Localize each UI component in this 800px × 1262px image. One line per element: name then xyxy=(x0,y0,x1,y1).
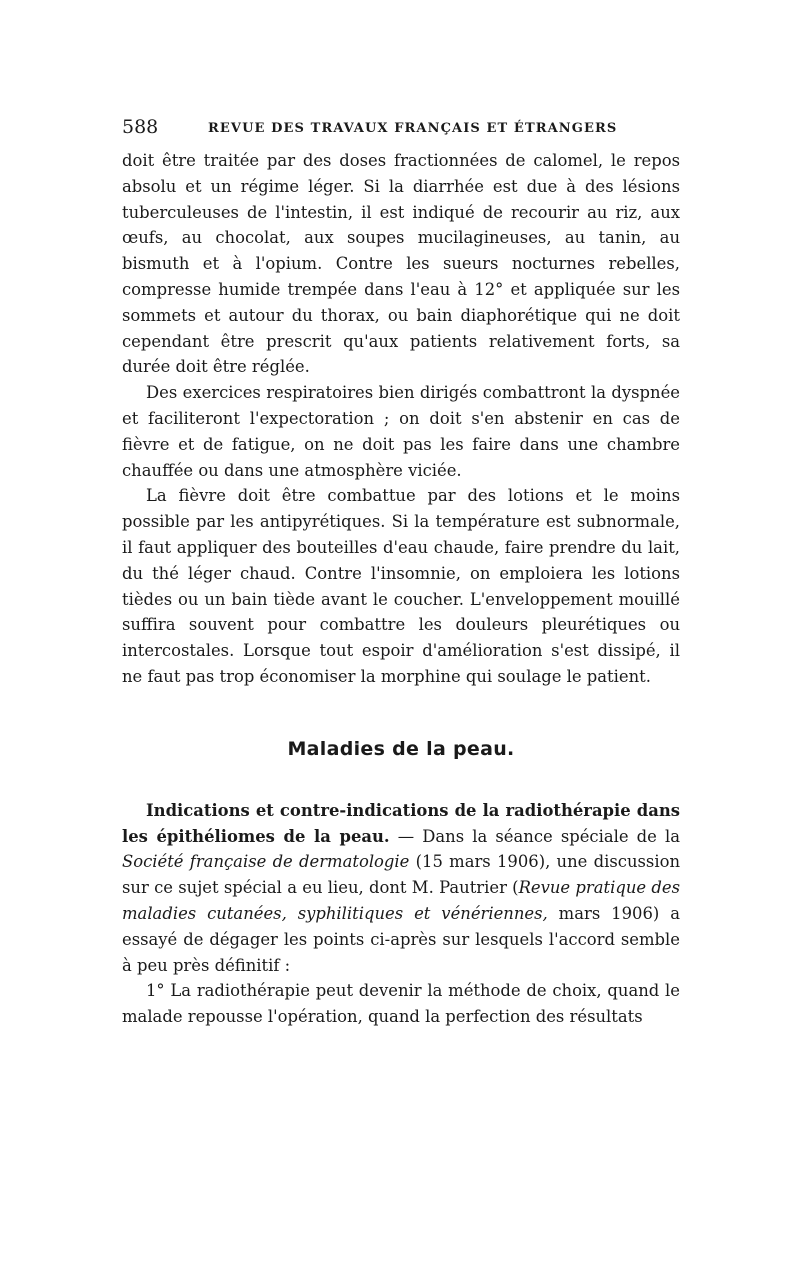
journal-revue-pratique: Revue pratique des maladies cutanées, syphilitiques et vénériennes, xyxy=(122,878,680,923)
article-paragraph xyxy=(122,798,680,979)
page-number: 588 xyxy=(122,116,159,138)
running-title: REVUE DES TRAVAUX FRANÇAIS ET ÉTRANGERS xyxy=(208,121,618,136)
list-item-1 xyxy=(122,978,680,1030)
paragraph-diarrhea-treatment: doit être traitée par des doses fractionnées de calomel, le repos absolu et un régime léger. Si la diarrhée est due à des lésions tuberculeuses de l'intestin, il est indiqué de recourir au riz, aux œufs, au chocolat, aux soupes mucilagineuses, au tanin, au bismuth et à l'opium. Contre les sueurs nocturnes rebelles, compresse humide trempée dans l'eau à 12° et appliquée sur les sommets et autour du thorax, ou bain diaphorétique qui ne doit cependant être prescrit qu'aux patients relativement forts, sa durée doit être réglée. xyxy=(122,151,680,377)
article-text-2: (15 mars 1906), une discussion sur ce sujet spécial a eu lieu, dont M. Pautrier ( xyxy=(122,852,681,898)
article-text-1: Dans la séance spéciale de la xyxy=(422,826,680,846)
article-dash: — xyxy=(389,826,423,846)
document-page xyxy=(122,116,680,1030)
item-text: La radiothérapie peut devenir la méthode de choix, quand le malade repousse l'opération, quand la perfection des résultats xyxy=(122,981,680,1027)
page-header xyxy=(122,116,680,138)
journal-societe: Société française de dermatologie xyxy=(122,852,410,872)
item-number: 1° xyxy=(146,981,165,1001)
article-heading: Indications et contre-indications de la radiothérapie dans les épithéliomes de la peau. xyxy=(122,800,680,846)
paragraph-fever-treatment: La fièvre doit être combattue par des lotions et le moins possible par les antipyrétiques. Si la température est subnormale, il faut appliquer des bouteilles d'eau chaude, faire prendre du lait, du thé léger chaud. Contre l'insomnie, on emploiera les lotions tièdes ou un bain tiède avant le coucher. L'enveloppement mouillé suffira souvent pour combattre les douleurs pleurétiques ou intercostales. Lorsque tout espoir d'amélioration s'est dissipé, il ne faut pas trop économiser la morphine qui soulage le patient. xyxy=(122,486,680,686)
paragraph-respiratory-exercises: Des exercices respiratoires bien dirigés combattront la dyspnée et faciliteront l'expectoration ; on doit s'en abstenir en cas de fièvre et de fatigue, on ne doit pas les faire dans une chambre chauffée ou dans une atmosphère viciée. xyxy=(122,383,680,480)
section-title: Maladies de la peau. xyxy=(287,737,515,760)
article-text-3: mars 1906) a essayé de dégager les points ci-après sur lesquels l'accord semble à peu près définitif : xyxy=(122,903,680,975)
